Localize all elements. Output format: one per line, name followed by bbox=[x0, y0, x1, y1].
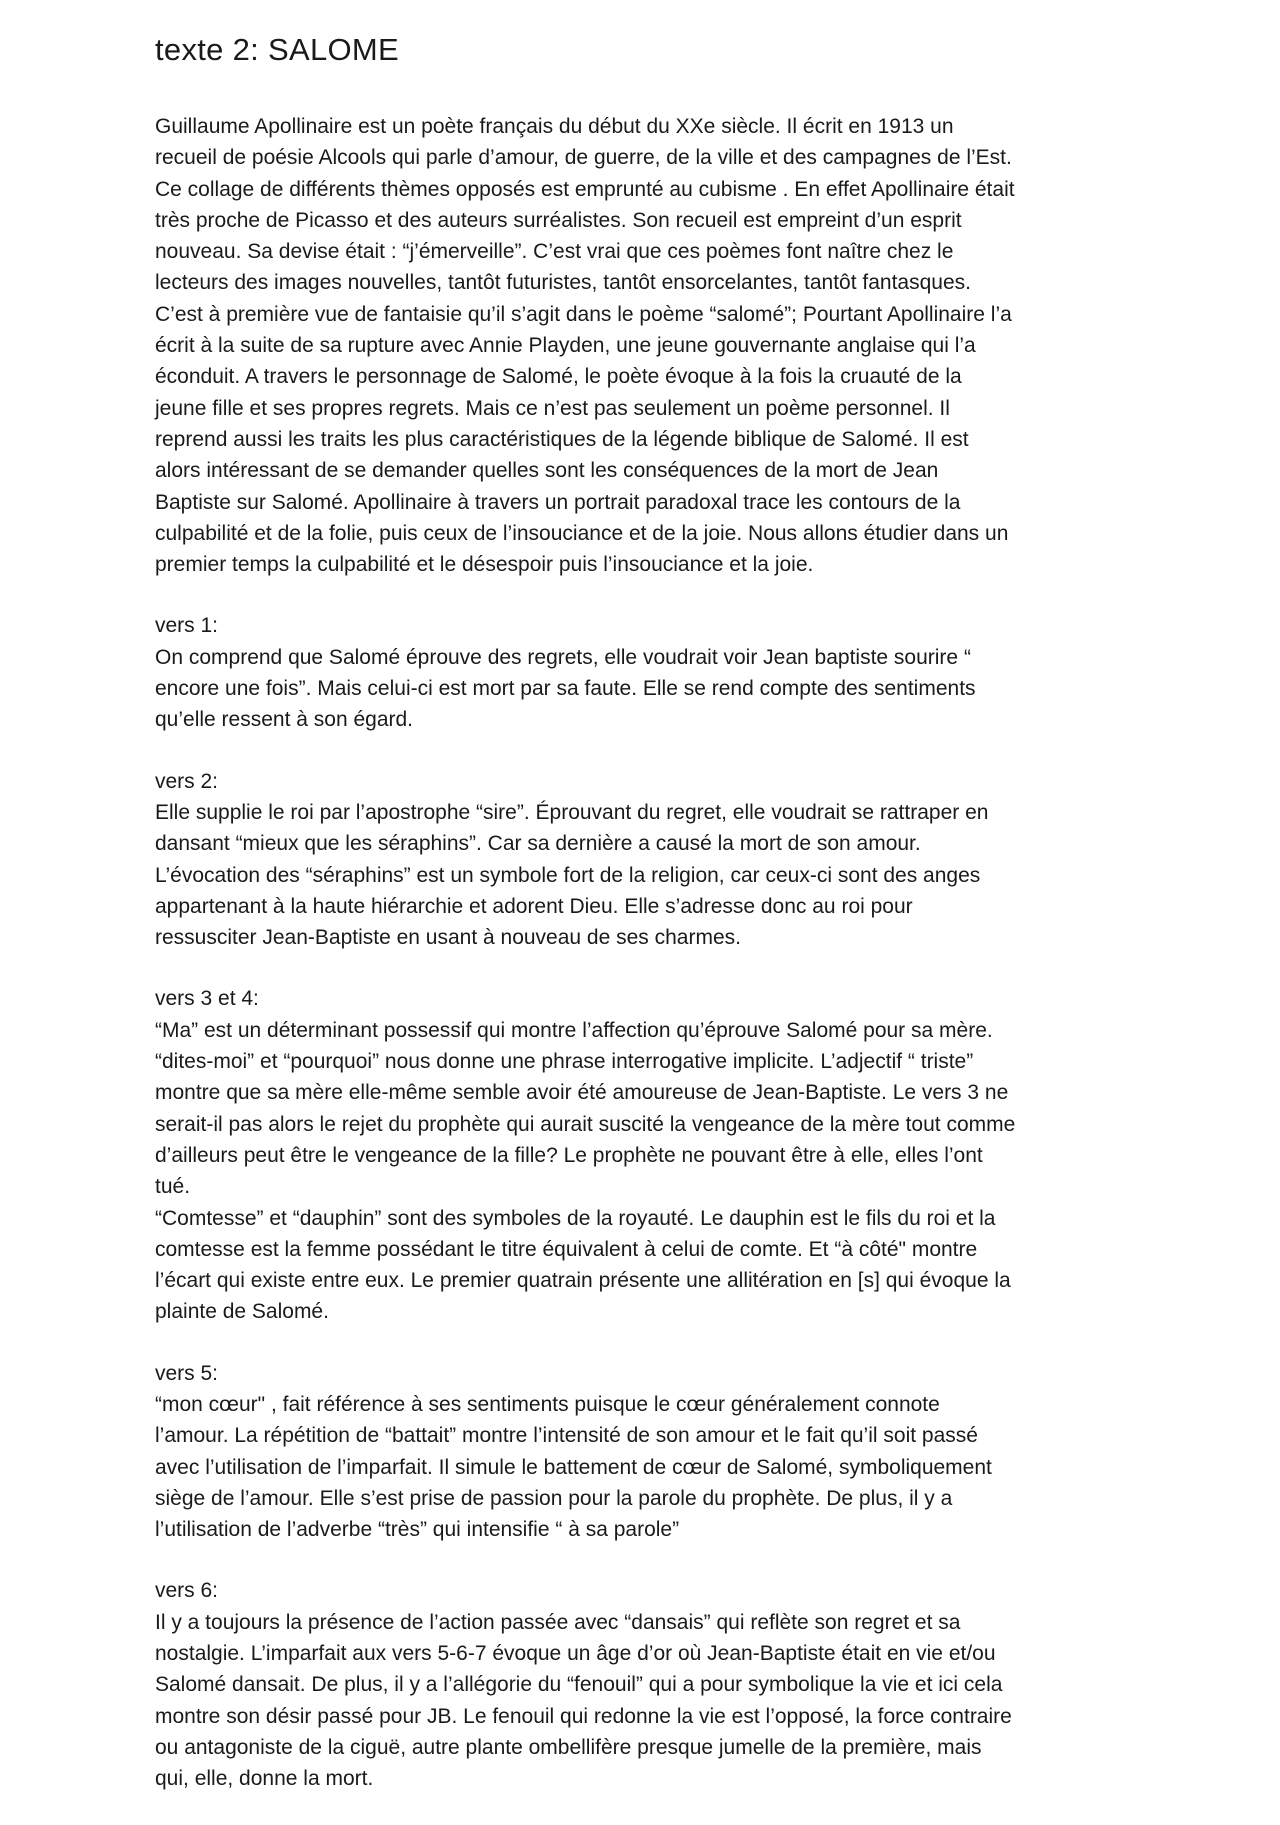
intro-line: jeune fille et ses propres regrets. Mais ce n’est pas seulement un poème personnel. Il bbox=[155, 396, 950, 420]
intro-line: recueil de poésie Alcools qui parle d’amour, de guerre, de la ville et des campagnes de l’Est. bbox=[155, 146, 1012, 170]
intro-line: culpabilité et de la folie, puis ceux de l’insouciance et de la joie. Nous allons étudier dans un bbox=[155, 521, 1009, 545]
intro-line: premier temps la culpabilité et le désespoir puis l’insouciance et la joie. bbox=[155, 553, 814, 577]
sections-container bbox=[155, 610, 1155, 1794]
section-line: plainte de Salomé. bbox=[155, 1300, 329, 1324]
section-line: Elle supplie le roi par l’apostrophe “sire”. Éprouvant du regret, elle voudrait se rattraper en bbox=[155, 800, 989, 824]
section-line: dansant “mieux que les séraphins”. Car sa dernière a causé la mort de son amour. bbox=[155, 832, 921, 856]
verse-section bbox=[155, 1575, 1155, 1794]
section-line: encore une fois”. Mais celui-ci est mort par sa faute. Elle se rend compte des sentiments bbox=[155, 677, 976, 701]
intro-line: Ce collage de différents thèmes opposés est emprunté au cubisme . En effet Apollinaire était bbox=[155, 177, 1015, 201]
section-line: qui, elle, donne la mort. bbox=[155, 1767, 374, 1791]
section-line: “mon cœur" , fait référence à ses sentiments puisque le cœur généralement connote bbox=[155, 1392, 940, 1416]
intro-line: Guillaume Apollinaire est un poète français du début du XXe siècle. Il écrit en 1913 un bbox=[155, 115, 954, 138]
intro-line: alors intéressant de se demander quelles sont les conséquences de la mort de Jean bbox=[155, 459, 939, 483]
section-body bbox=[155, 1389, 1155, 1545]
intro-line: écrit à la suite de sa rupture avec Annie Playden, une jeune gouvernante anglaise qui l’a bbox=[155, 334, 976, 358]
intro-line: reprend aussi les traits les plus caractéristiques de la légende biblique de Salomé. Il est bbox=[155, 427, 969, 451]
section-line: l’amour. La répétition de “battait” montre l’intensité de son amour et le fait qu’il soit passé bbox=[155, 1424, 978, 1448]
section-heading: vers 2: bbox=[155, 769, 219, 793]
section-line: ou antagoniste de la ciguë, autre plante ombellifère presque jumelle de la première, mais bbox=[155, 1735, 982, 1759]
section-line: Il y a toujours la présence de l’action passée avec “dansais” qui reflète son regret et sa bbox=[155, 1610, 961, 1634]
verse-section bbox=[155, 766, 1155, 954]
section-line: “dites-moi” et “pourquoi” nous donne une phrase interrogative implicite. L’adjectif “ triste” bbox=[155, 1050, 974, 1074]
intro-line: Baptiste sur Salomé. Apollinaire à travers un portrait paradoxal trace les contours de la bbox=[155, 490, 961, 514]
intro-line: éconduit. A travers le personnage de Salomé, le poète évoque à la fois la cruauté de la bbox=[155, 365, 962, 389]
section-heading: vers 6: bbox=[155, 1579, 219, 1603]
section-line: “Ma” est un déterminant possessif qui montre l’affection qu’éprouve Salomé pour sa mère. bbox=[155, 1018, 993, 1042]
intro-line: C’est à première vue de fantaisie qu’il s’agit dans le poème “salomé”; Pourtant Apollinaire l’a bbox=[155, 302, 1012, 326]
intro-line: lecteurs des images nouvelles, tantôt futuristes, tantôt ensorcelantes, tantôt fantasques. bbox=[155, 271, 971, 295]
section-line: montre son désir passé pour JB. Le fenouil qui redonne la vie est l’opposé, la force contraire bbox=[155, 1704, 1012, 1728]
section-line: l’écart qui existe entre eux. Le premier quatrain présente une allitération en [s] qui évoque la bbox=[155, 1269, 1011, 1293]
section-line: serait-il pas alors le rejet du prophète qui aurait suscité la vengeance de la mère tout comme bbox=[155, 1112, 1016, 1136]
section-line: d’ailleurs peut être le vengeance de la fille? Le prophète ne pouvant être à elle, elles l’ont bbox=[155, 1143, 983, 1167]
section-line: Salomé dansait. De plus, il y a l’allégorie du “fenouil” qui a pour symbolique la vie et ici cela bbox=[155, 1673, 1003, 1697]
section-line: ressusciter Jean-Baptiste en usant à nouveau de ses charmes. bbox=[155, 926, 741, 950]
section-line: avec l’utilisation de l’imparfait. Il simule le battement de cœur de Salomé, symboliquement bbox=[155, 1455, 992, 1479]
intro-lines bbox=[155, 111, 1155, 580]
section-line: siège de l’amour. Elle s’est prise de passion pour la parole du prophète. De plus, il y a bbox=[155, 1486, 953, 1510]
verse-section bbox=[155, 1358, 1155, 1546]
section-heading: vers 1: bbox=[155, 614, 219, 638]
intro-line: nouveau. Sa devise était : “j’émerveille”. C’est vrai que ces poèmes font naître chez le bbox=[155, 240, 954, 264]
section-heading: vers 3 et 4: bbox=[155, 987, 259, 1011]
section-body bbox=[155, 1607, 1155, 1795]
section-body bbox=[155, 1015, 1155, 1328]
intro-line: très proche de Picasso et des auteurs surréalistes. Son recueil est empreint d’un esprit bbox=[155, 208, 962, 232]
section-line: On comprend que Salomé éprouve des regrets, elle voudrait voir Jean baptiste sourire “ bbox=[155, 645, 971, 669]
intro-paragraph bbox=[155, 111, 1155, 580]
verse-section bbox=[155, 610, 1155, 735]
section-line: tué. bbox=[155, 1175, 191, 1199]
section-line: appartenant à la haute hiérarchie et adorent Dieu. Elle s’adresse donc au roi pour bbox=[155, 894, 913, 918]
section-line: L’évocation des “séraphins” est un symbole fort de la religion, car ceux-ci sont des anges bbox=[155, 863, 981, 887]
section-body bbox=[155, 642, 1155, 736]
document-title: texte 2: SALOME bbox=[155, 32, 399, 67]
section-heading: vers 5: bbox=[155, 1361, 219, 1385]
section-line: comtesse est la femme possédant le titre équivalent à celui de comte. Et “à côté" montre bbox=[155, 1237, 978, 1261]
section-line: nostalgie. L’imparfait aux vers 5-6-7 évoque un âge d’or où Jean-Baptiste était en vie et/ou bbox=[155, 1642, 996, 1666]
document-page bbox=[155, 30, 1155, 1825]
section-line: montre que sa mère elle-même semble avoir été amoureuse de Jean-Baptiste. Le vers 3 ne bbox=[155, 1081, 1009, 1105]
section-line: “Comtesse” et “dauphin” sont des symboles de la royauté. Le dauphin est le fils du roi et la bbox=[155, 1206, 996, 1230]
verse-section bbox=[155, 983, 1155, 1327]
section-line: qu’elle ressent à son égard. bbox=[155, 708, 413, 732]
section-body bbox=[155, 797, 1155, 953]
section-line: l’utilisation de l’adverbe “très” qui intensifie “ à sa parole” bbox=[155, 1518, 680, 1542]
